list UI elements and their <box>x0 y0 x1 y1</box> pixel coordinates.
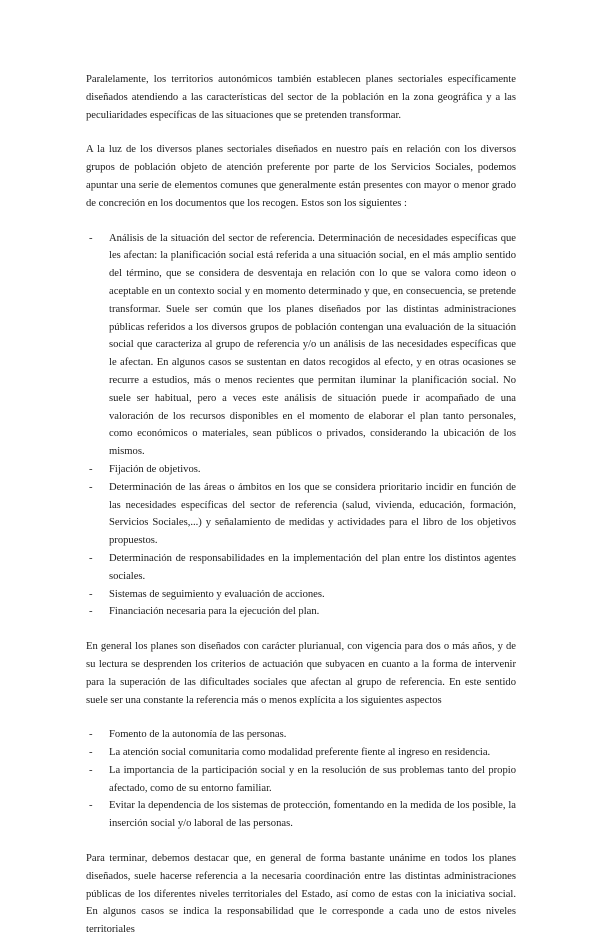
list-item <box>86 479 516 550</box>
list-item <box>86 744 516 762</box>
list-item <box>86 461 516 479</box>
list-item-text: Fomento de la autonomía de las personas. <box>109 729 287 741</box>
list-item-text: Fijación de objetivos. <box>109 463 201 475</box>
list-item-text: Determinación de las áreas o ámbitos en los que se considera prioritario incidir en función de las necesidades específicas del sector de referencia (salud, vivienda, educación, formación, Servicios Sociales,...) y señalamiento de medidas y actividades para el libro de los objetivos propuestos. <box>109 481 516 547</box>
list-item-text: La importancia de la participación social y en la resolución de sus problemas tanto del propio afectado, como de su entorno familiar. <box>109 764 516 794</box>
list-item <box>86 550 516 586</box>
dash-bullet: - <box>89 552 93 564</box>
list-item-text: Determinación de responsabilidades en la implementación del plan entre los distintos agentes sociales. <box>109 552 516 582</box>
dash-bullet: - <box>89 800 93 812</box>
list-item <box>86 603 516 621</box>
list-item-text: Análisis de la situación del sector de referencia. Determinación de necesidades específicas que les afectan: la planificación social está referida a una situación social, en el más amplio sentido del término, que se considera de desventaja en relación con lo que se valora como ideon o aceptable en un contexto social y en momento determinado y que, en consecuencia, se pretende transformar. Suele ser común que los planes diseñados por las distintas administraciones públicas referidos a los diversos grupos de población contengan una evaluación de la situación social que caracteriza al grupo de referencia y/o un análisis de las necesidades específicas que le afectan. En algunos casos se sustentan en datos recogidos al efecto, y en otras ocasiones se recurre a estudios, más o menos recientes que permitan iluminar la planificación social. No suele ser habitual, pero a veces este análisis de situación puede ir acompañado de una valoración de los recursos disponibles en el momento de elaborar el plan tanto personales, como económicos o materiales, sean públicos o privados, considerando la ubicación de los mismos. <box>109 232 516 458</box>
paragraph-general-plans: En general los planes son diseñados con carácter plurianual, con vigencia para dos o más años, y de su lectura se desprenden los criterios de actuación que subyacen en cuanto a la forma de intervenir para la superación de las dificultades sociales que afectan al grupo de referencia. En este sentido suele ser una constante la referencia más o menos explícita a los siguientes aspectos <box>86 641 516 706</box>
list-item <box>86 797 516 833</box>
paragraph-conclusion: Para terminar, debemos destacar que, en general de forma bastante unánime en todos los planes diseñados, suele hacerse referencia a la necesaria coordinación entre las distintas administraciones públicas de los diferentes niveles territoriales del Estado, así como de estas con la iniciativa social. En algunos casos se indica la responsabilidad que le corresponde a cada uno de estos niveles territoriales <box>86 853 516 936</box>
list-item <box>86 230 516 461</box>
list-item-text: Evitar la dependencia de los sistemas de protección, fomentando en la medida de los posible, la inserción social y/o laboral de las personas. <box>109 800 516 830</box>
list-item <box>86 726 516 744</box>
paragraph-common-elements: A la luz de los diversos planes sectoriales diseñados en nuestro país en relación con los diversos grupos de población objeto de atención preferente por parte de los Servicios Sociales, podemos apuntar una serie de elementos comunes que generalmente están presentes con mayor o menor grado de concreción en los documentos que los recogen. Estos son los siguientes : <box>86 144 516 209</box>
dash-bullet: - <box>89 729 93 741</box>
dash-bullet: - <box>89 232 93 244</box>
dash-bullet: - <box>89 606 93 618</box>
dash-bullet: - <box>89 588 93 600</box>
aspects-list <box>86 726 516 833</box>
dash-bullet: - <box>89 747 93 759</box>
list-item <box>86 762 516 798</box>
paragraph-intro: Paralelamente, los territorios autonómicos también establecen planes sectoriales específicamente diseñados atendiendo a las características del sector de la población en la zona geográfica y a las peculiaridades específicas de las situaciones que se pretenden transformar. <box>86 74 516 121</box>
list-item-text: Financiación necesaria para la ejecución del plan. <box>109 606 320 618</box>
dash-bullet: - <box>89 764 93 776</box>
dash-bullet: - <box>89 463 93 475</box>
dash-bullet: - <box>89 481 93 493</box>
common-elements-list <box>86 230 516 622</box>
list-item <box>86 586 516 604</box>
list-item-text: La atención social comunitaria como modalidad preferente fiente al ingreso en residencia. <box>109 747 491 759</box>
list-item-text: Sistemas de seguimiento y evaluación de acciones. <box>109 588 325 600</box>
